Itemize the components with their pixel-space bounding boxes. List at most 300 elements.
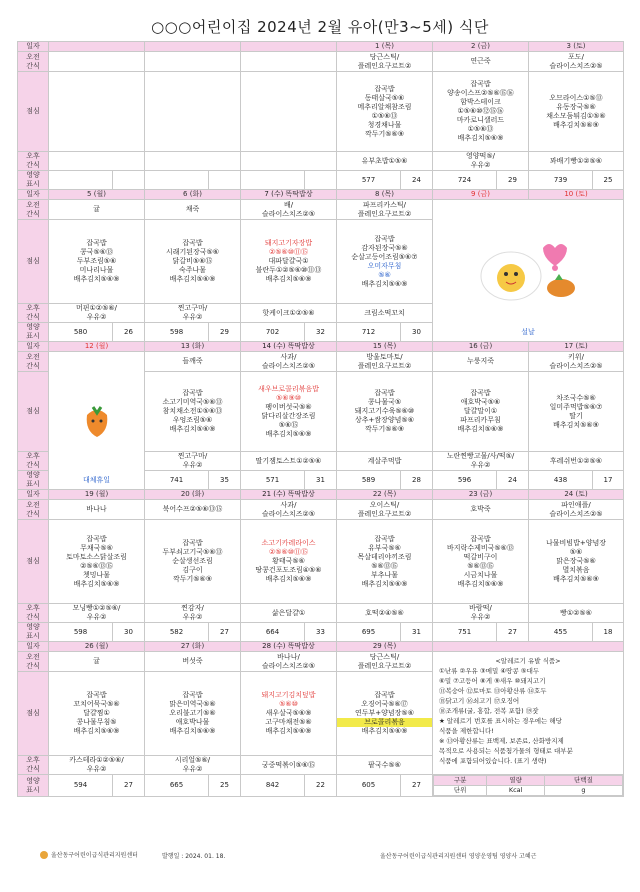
lunch-menu xyxy=(49,520,145,604)
date-label: 15 (목) xyxy=(372,342,397,350)
lunch-menu xyxy=(145,520,241,604)
lunch-item: 달걀찜① xyxy=(83,709,110,717)
lunch-item: 황태국⑤⑥ xyxy=(272,557,305,565)
lunch-item: 우엉조림⑤⑥ xyxy=(172,416,213,424)
lunch-item: ②⑤⑥⑬⑮ xyxy=(80,561,113,570)
pm-snack: 계살주먹밥 xyxy=(337,452,433,471)
lunch-item: 배추김치⑤⑥⑨ xyxy=(169,425,216,433)
lunch-item: 배추김치⑤⑥⑨ xyxy=(361,579,408,588)
lunch-item: ⑤⑥⑩ xyxy=(279,700,298,708)
date-label: 22 (목) xyxy=(372,490,397,498)
lunch-item: 돼지고기김치덮밥 xyxy=(261,691,316,699)
lunch-item: 콩국⑤⑥⑬ xyxy=(79,248,114,256)
protein-value: 30 xyxy=(113,623,145,642)
date-header xyxy=(433,190,529,200)
am-snack: 당근스틱/ 플레인요구르트② xyxy=(337,52,433,72)
lunch-item: 꼬치어묵국⑤⑥ xyxy=(73,700,120,708)
pm-snack xyxy=(241,152,337,171)
lunch-item: 감자된장국⑤⑥ xyxy=(361,243,408,252)
lunch-item: 잡곡밥 xyxy=(470,389,491,397)
row-label-nut: 영양 표시 xyxy=(18,623,49,642)
row-label-pm: 오후 간식 xyxy=(18,756,49,775)
lunch-item: 무채국⑤⑥ xyxy=(80,543,113,552)
lunch-item: ①⑤⑥⑩⑫⑮⑯ xyxy=(457,107,504,115)
am-snack: 파인애플/ 슬라이스치즈②⑤ xyxy=(529,500,624,520)
row-label-pm: 오후 간식 xyxy=(18,304,49,323)
kcal-value: 589 xyxy=(337,471,401,490)
kcal-value: 580 xyxy=(49,323,113,342)
lunch-item: 잡곡밥 xyxy=(86,239,107,247)
lunch-item: 두부쇠고기국⑤⑥⑬ xyxy=(162,548,223,556)
kcal-value: 577 xyxy=(337,171,401,190)
date-header xyxy=(49,490,145,500)
date-header xyxy=(49,42,145,52)
row-label-am: 오전 간식 xyxy=(18,52,49,72)
date-header xyxy=(49,190,145,200)
lunch-menu xyxy=(529,372,624,452)
lunch-item: 메추리알채참조림 xyxy=(357,102,412,111)
lunch-item: 소고기미역국⑤⑥⑬ xyxy=(162,398,223,406)
lunch-item: 돼지고기수육⑤⑥⑩ xyxy=(354,407,415,415)
date-header xyxy=(433,342,529,352)
date-header xyxy=(145,42,241,52)
allergy-legend xyxy=(433,652,624,775)
date-label: 19 (월) xyxy=(84,490,109,498)
protein-value: 32 xyxy=(305,323,337,342)
logo-icon xyxy=(40,851,48,859)
lunch-item: 배추김치⑤⑥⑨ xyxy=(265,275,312,283)
lunch-item: 청경채나물 xyxy=(367,120,402,129)
date-label: 29 (목) xyxy=(372,642,397,650)
date-label: 6 (화) xyxy=(183,190,202,198)
lunch-item: 오므라이스①⑤⑬ xyxy=(549,93,603,102)
lunch-item: 일미주먹밥⑤⑥⑦ xyxy=(549,402,603,411)
lunch-item: 소고기카레라이스 xyxy=(261,539,316,547)
pm-snack: 후레쉬번①②⑤⑥ xyxy=(529,452,624,471)
lunch-menu xyxy=(145,72,241,152)
kcal-value: 438 xyxy=(529,471,593,490)
lunch-menu xyxy=(433,520,529,604)
kcal-value: 455 xyxy=(529,623,593,642)
lunch-menu xyxy=(49,220,145,304)
lunch-item: 순살고등어조림⑤⑥⑦ xyxy=(351,252,418,261)
lunch-item: 깍두기⑤⑥⑨ xyxy=(364,425,405,433)
protein-value: 27 xyxy=(209,623,241,642)
lunch-item: ②⑤⑥⑩⑪⑮ xyxy=(268,248,309,256)
am-snack: 귤 xyxy=(49,652,145,672)
lunch-item: 배추김치⑤⑥⑨ xyxy=(553,575,599,583)
lunch-item: ⑤⑥ xyxy=(378,270,391,279)
date-label: 27 (화) xyxy=(180,642,205,650)
am-snack: 귤 xyxy=(49,200,145,220)
legend-line: 목적으로 사용되는 식품첨가물의 형태로 대부분 xyxy=(439,747,573,755)
am-snack xyxy=(49,52,145,72)
legend-line: ①난류 ②우유 ③메밀 ④땅콩 ⑤대두 xyxy=(439,667,540,675)
date-label: 26 (월) xyxy=(84,642,109,650)
row-label-day: 일자 xyxy=(18,42,49,52)
lunch-item: ①⑤⑥⑬ xyxy=(371,111,398,120)
pm-snack: 꽈배기빵①②⑤⑥ xyxy=(529,152,624,171)
protein-value: 27 xyxy=(113,775,145,797)
kcal-value: 842 xyxy=(241,775,305,797)
pm-snack: 찐고구마/ 우유② xyxy=(145,304,241,323)
lunch-menu xyxy=(337,220,433,304)
lunch-item: ⑤⑥⑨⑩ xyxy=(275,393,302,402)
date-header xyxy=(49,342,145,352)
row-label-nut: 영양 표시 xyxy=(18,471,49,490)
lunch-menu xyxy=(337,520,433,604)
am-snack: 키위/ 슬라이스치즈②⑤ xyxy=(529,352,624,372)
unit-h3: 단백질 xyxy=(544,776,622,786)
row-label-day: 일자 xyxy=(18,342,49,352)
lunch-item: ⑤⑥ xyxy=(569,548,583,556)
lunch-item: 파프리카무침 xyxy=(460,416,501,424)
legend-title: <알레르기 유발 식품> xyxy=(495,657,561,665)
kcal-value: 724 xyxy=(433,171,497,190)
kcal-value: 741 xyxy=(145,471,209,490)
lunch-item: 대파달걀국① xyxy=(268,257,309,265)
carrot-character-illustration xyxy=(77,401,117,441)
am-snack xyxy=(241,52,337,72)
lunch-menu xyxy=(433,372,529,452)
date-label: 17 (토) xyxy=(564,342,588,350)
kcal-value xyxy=(241,171,305,190)
am-snack: 누룽지죽 xyxy=(433,352,529,372)
lunch-item: 잡곡밥 xyxy=(86,534,107,543)
date-label: 28 (수) 똑딱밥상 xyxy=(262,642,315,650)
date-header xyxy=(241,42,337,52)
lunch-item: 달걀말이① xyxy=(463,407,498,415)
protein-value: 31 xyxy=(401,623,433,642)
legend-line: ※ ⑬아황산류는 표백제, 보존료, 산화방지제 xyxy=(439,737,564,745)
kcal-value: 605 xyxy=(337,775,401,797)
protein-value: 18 xyxy=(593,623,624,642)
pm-snack: 딸기잼토스트①②⑤⑥ xyxy=(241,452,337,471)
am-snack: 오이스틱/ 플레인요구르트② xyxy=(337,500,433,520)
protein-value: 30 xyxy=(401,323,433,342)
lunch-menu xyxy=(337,72,433,152)
lunch-item: 잡곡밥 xyxy=(182,539,203,547)
lunch-menu xyxy=(145,220,241,304)
date-label: 16 (금) xyxy=(468,342,493,350)
unit-r3: g xyxy=(544,786,622,796)
lunch-item: 배추김치⑤⑥⑨ xyxy=(361,279,408,288)
footer xyxy=(0,850,640,864)
row-label-day: 일자 xyxy=(18,642,49,652)
pm-snack: 삶은달걀① xyxy=(241,604,337,623)
protein-value xyxy=(113,171,145,190)
row-label-pm: 오후 간식 xyxy=(18,152,49,171)
lunch-item: 연두부+양념장⑤⑥ xyxy=(355,709,414,717)
pm-snack xyxy=(145,152,241,171)
lunch-item: 배추김치⑤⑥⑨ xyxy=(169,275,216,283)
legend-line: ★ 알레르기 번호를 표시하는 경우에는 해당 xyxy=(439,717,562,725)
lunch-item: ②⑤⑥⑩⑪⑮ xyxy=(268,548,309,556)
lunch-item: ⑤⑥⑬⑮ xyxy=(467,561,494,570)
lunch-item: 유부국⑤⑥ xyxy=(368,543,401,552)
protein-value: 35 xyxy=(209,471,241,490)
lunch-item: 부추나물 xyxy=(370,570,399,579)
kcal-value: 702 xyxy=(241,323,305,342)
lunch-item: 돼지고기자장밥 xyxy=(264,239,313,247)
lunch-item: 맑은미역국⑤⑥ xyxy=(169,700,216,708)
kcal-value: 665 xyxy=(145,775,209,797)
pm-snack: 찐고구마/ 우유② xyxy=(145,452,241,471)
lunch-item: 배추김치⑤⑥⑨ xyxy=(553,120,599,129)
protein-value: 27 xyxy=(401,775,433,797)
lunch-item: 배추김치⑤⑥⑨ xyxy=(169,727,216,735)
date-header xyxy=(145,490,241,500)
date-header xyxy=(49,642,145,652)
lunch-item: ⑤⑥⑮ xyxy=(278,420,299,429)
kcal-value: 582 xyxy=(145,623,209,642)
date-label: 9 (금) xyxy=(471,190,490,198)
protein-value: 25 xyxy=(593,171,624,190)
lunch-item: 잡곡밥 xyxy=(182,691,203,699)
row-label-am: 오전 간식 xyxy=(18,652,49,672)
am-snack xyxy=(145,52,241,72)
date-header xyxy=(529,342,624,352)
row-label-nut: 영양 표시 xyxy=(18,323,49,342)
row-label-am: 오전 간식 xyxy=(18,500,49,520)
kcal-value: 594 xyxy=(49,775,113,797)
lunch-item: 새우브로콜리볶음밥 xyxy=(258,384,319,393)
lunch-item: 시금치나물 xyxy=(463,570,498,579)
date-label: 3 (토) xyxy=(566,42,586,50)
lunch-item: 배추김치⑤⑥⑨ xyxy=(265,727,312,735)
row-label-pm: 오후 간식 xyxy=(18,604,49,623)
lunch-menu xyxy=(49,72,145,152)
lunch-item: 유동장국⑤⑥ xyxy=(556,102,596,111)
am-snack: 버섯죽 xyxy=(145,652,241,672)
lunch-item: 김구이 xyxy=(182,566,203,574)
am-snack: 방울토마토/ 플레인요구르트② xyxy=(337,352,433,372)
issued-date: 발행일 : 2024. 01. 18. xyxy=(162,853,226,860)
date-label: 7 (수) 똑딱밥상 xyxy=(264,190,313,198)
protein-value: 33 xyxy=(305,623,337,642)
lunch-item: 목살데리야끼조림 xyxy=(357,552,412,561)
pm-snack xyxy=(49,152,145,171)
date-header xyxy=(145,642,241,652)
protein-value xyxy=(305,171,337,190)
kcal-value: 739 xyxy=(529,171,593,190)
meal-plan-table xyxy=(17,41,624,797)
pm-snack: 머핀①②⑤⑥/ 우유② xyxy=(49,304,145,323)
pm-snack: 궁중떡볶이⑤⑥⑮ xyxy=(241,756,337,775)
kcal-value: 695 xyxy=(337,623,401,642)
lunch-item: 상추+쌈장양념⑤⑥ xyxy=(355,416,414,424)
row-label-lunch: 점심 xyxy=(18,72,49,152)
lunch-item: 깍두기⑤⑥⑨ xyxy=(364,129,405,138)
pm-snack: 핫케이크①②⑤⑥ xyxy=(241,304,337,323)
date-header xyxy=(145,342,241,352)
lunch-menu xyxy=(529,72,624,152)
lunch-item: 브로콜리볶음 xyxy=(337,718,432,727)
am-snack: 파프리카스틱/ 플레인요구르트② xyxy=(337,200,433,220)
pm-snack: 크림소떡꼬치 xyxy=(337,304,433,323)
seollal-illustration xyxy=(473,226,583,316)
lunch-item: ①⑤⑥⑬ xyxy=(467,125,494,133)
lunch-menu xyxy=(433,72,529,152)
date-header xyxy=(433,42,529,52)
row-label-pm: 오후 간식 xyxy=(18,452,49,471)
holiday-cell xyxy=(49,352,145,490)
date-label: 23 (금) xyxy=(468,490,493,498)
am-snack: 바나나/ 슬라이스치즈②⑤ xyxy=(241,652,337,672)
lunch-menu xyxy=(241,72,337,152)
lunch-item: 배추김치⑤⑥⑨ xyxy=(457,134,504,142)
lunch-item: 나물비빔밥+양념장 xyxy=(546,539,606,547)
date-label: 5 (월) xyxy=(87,190,106,198)
lunch-item: 콩나물무침⑤ xyxy=(76,718,117,726)
date-header xyxy=(241,642,337,652)
kcal-value: 598 xyxy=(49,623,113,642)
kcal-value: 598 xyxy=(145,323,209,342)
lunch-menu xyxy=(241,220,337,304)
lunch-menu xyxy=(337,372,433,452)
unit-table xyxy=(433,775,623,796)
unit-table-cell xyxy=(433,775,624,797)
kcal-value: 712 xyxy=(337,323,401,342)
lunch-item: 팽이버섯국⑤⑥ xyxy=(265,402,312,411)
date-label: 8 (목) xyxy=(375,190,394,198)
protein-value: 31 xyxy=(305,471,337,490)
lunch-item: 잡곡밥 xyxy=(470,534,491,543)
page-title: ○○○어린이집 2024년 2월 유아(만3~5세) 식단 xyxy=(151,18,489,36)
legend-line: ⑥밀 ⑦고등어 ⑧게 ⑨새우 ⑩돼지고기 xyxy=(439,677,546,685)
pm-snack: 노란찐빵고물/사/떡⑤/ 우유② xyxy=(433,452,529,471)
row-label-lunch: 점심 xyxy=(18,372,49,452)
lunch-item: 마카로니샐러드 xyxy=(456,116,505,124)
date-label: 13 (화) xyxy=(180,342,205,350)
am-snack: 배/ 슬라이스치즈②⑤ xyxy=(241,200,337,220)
lunch-item: 배추김치⑤⑥⑨ xyxy=(265,575,312,583)
date-header xyxy=(337,342,433,352)
am-snack: 바나나 xyxy=(49,500,145,520)
lunch-item: 배추김치⑤⑥⑨ xyxy=(457,425,504,433)
lunch-item: 잡곡밥 xyxy=(470,80,491,88)
lunch-item: 잡곡밥 xyxy=(374,234,395,243)
legend-line: 식품을 제한합니다! xyxy=(439,727,494,735)
protein-value: 22 xyxy=(305,775,337,797)
lunch-item: 맑은장국⑤⑥ xyxy=(556,557,596,565)
pm-snack: 카스테라①②⑤⑥/ 우유② xyxy=(49,756,145,775)
lunch-item: 숙주나물 xyxy=(178,266,207,274)
date-label: 24 (토) xyxy=(564,490,588,498)
protein-value: 24 xyxy=(497,471,529,490)
kcal-value: 751 xyxy=(433,623,497,642)
date-header xyxy=(529,490,624,500)
lunch-item: 배추김치⑤⑥⑨ xyxy=(73,579,120,588)
date-label: 12 (월) xyxy=(84,342,109,350)
pm-snack: 영양떡⑤/ 우유② xyxy=(433,152,529,171)
lunch-item: 동태살국⑤⑥ xyxy=(364,93,405,102)
date-header xyxy=(145,190,241,200)
am-snack: 사과/ 슬라이스치즈②⑤ xyxy=(241,352,337,372)
date-header xyxy=(337,642,433,652)
kcal-value: 596 xyxy=(433,471,497,490)
kcal-value: 664 xyxy=(241,623,305,642)
protein-value: 29 xyxy=(497,171,529,190)
lunch-menu xyxy=(145,672,241,756)
protein-value: 29 xyxy=(209,323,241,342)
holiday-label: 대체휴일 xyxy=(82,476,111,484)
date-header xyxy=(337,190,433,200)
lunch-item: 닭갈비⑤⑥⑮ xyxy=(172,257,213,265)
author: 울산동구어린이급식관리지원센터 영양운영팀 영양사 고혜근 xyxy=(380,853,537,860)
lunch-item: 두부조림⑤⑥ xyxy=(76,257,117,265)
row-label-am: 오전 간식 xyxy=(18,200,49,220)
am-snack: 채죽 xyxy=(145,200,241,220)
lunch-item: 닭다리살간장조림 xyxy=(261,411,316,420)
lunch-item: 시래기된장국⑤⑥ xyxy=(165,248,220,256)
lunch-item: 콩나물국⑤ xyxy=(367,398,402,406)
lunch-item: 오징어국⑤⑥⑰ xyxy=(361,700,408,708)
am-snack: 연근죽 xyxy=(433,52,529,72)
lunch-item: 오리불고기⑤⑥ xyxy=(169,709,216,717)
date-label: 14 (수) 똑딱밥상 xyxy=(262,342,315,350)
lunch-item: 불란두①②⑤⑥⑩⑪⑬ xyxy=(255,266,322,274)
pm-snack: 찐감자/ 우유② xyxy=(145,604,241,623)
lunch-item: 양송이스프②⑤⑥⑮⑯ xyxy=(447,89,514,97)
date-label: 21 (수) 똑딱밥상 xyxy=(262,490,315,498)
lunch-item: 배추김치⑤⑥⑨ xyxy=(457,579,504,588)
holiday-label: 설날 xyxy=(521,328,535,336)
date-header xyxy=(241,190,337,200)
lunch-item: 참치채소전①⑤⑥⑬ xyxy=(162,407,223,415)
pm-snack: 팥국수⑤⑥ xyxy=(337,756,433,775)
lunch-menu xyxy=(529,520,624,604)
lunch-item: 애호박국⑤⑥ xyxy=(460,398,501,406)
lunch-item: 잡곡밥 xyxy=(374,534,395,543)
lunch-item: 딸기 xyxy=(569,411,583,420)
am-snack: 당근스틱/ 플레인요구르트② xyxy=(337,652,433,672)
lunch-item: 함박스테이크 xyxy=(460,98,501,106)
lunch-item: 땅콩건포도조림④⑤⑥ xyxy=(255,566,322,574)
protein-value: 17 xyxy=(593,471,624,490)
lunch-item: 차조국수⑤⑥ xyxy=(556,393,596,402)
kcal-value xyxy=(49,171,113,190)
lunch-item: 떡갈비구이 xyxy=(463,552,498,561)
lunch-item: 잡곡밥 xyxy=(182,389,203,397)
lunch-menu xyxy=(49,672,145,756)
kcal-value: 571 xyxy=(241,471,305,490)
am-snack: 북어수프②⑤⑥⑬⑮ xyxy=(145,500,241,520)
lunch-menu xyxy=(337,672,433,756)
date-header-empty xyxy=(433,642,624,652)
date-header xyxy=(241,490,337,500)
unit-h2: 열량 xyxy=(487,776,545,786)
center-logo: 울산동구어린이급식관리지원센터 xyxy=(40,850,138,859)
unit-h1: 구분 xyxy=(434,776,487,786)
date-label: 20 (화) xyxy=(180,490,205,498)
lunch-menu xyxy=(241,520,337,604)
date-header xyxy=(337,42,433,52)
date-header xyxy=(529,42,624,52)
protein-value: 27 xyxy=(497,623,529,642)
lunch-item: 배추김치⑤⑥⑨ xyxy=(553,420,599,429)
pm-snack: 호떡②④⑤⑥ xyxy=(337,604,433,623)
lunch-item: 애호박나물 xyxy=(175,718,210,726)
holiday-cell xyxy=(433,200,624,342)
lunch-menu xyxy=(241,372,337,452)
legend-line: 식품에 포함되어있습니다. (표기 생략) xyxy=(439,757,547,765)
protein-value: 28 xyxy=(401,471,433,490)
row-label-lunch: 점심 xyxy=(18,520,49,604)
unit-r2: Kcal xyxy=(487,786,545,796)
legend-line: ⑱조개류(굴, 홍합, 전복 포함) ⑲잣 xyxy=(439,707,539,715)
protein-value: 25 xyxy=(209,775,241,797)
